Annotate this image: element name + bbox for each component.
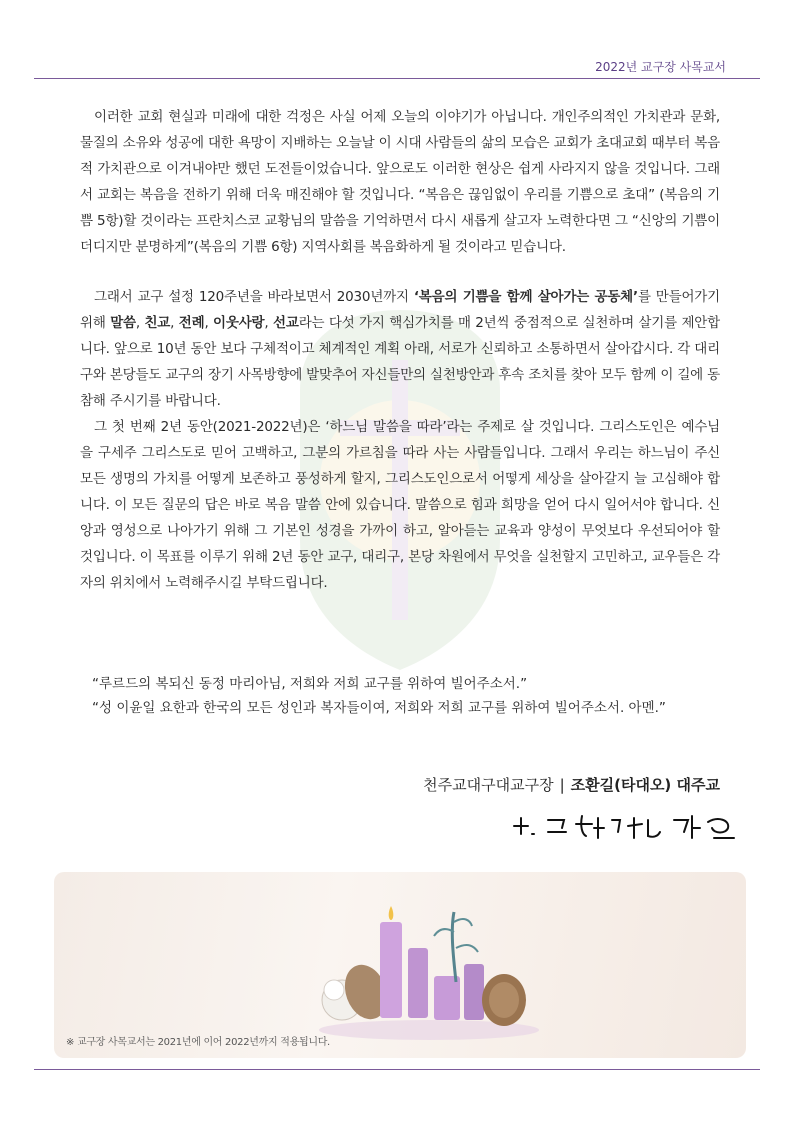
advent-candles-illustration	[304, 892, 554, 1042]
document-header-title: 2022년 교구장 사목교서	[595, 60, 726, 74]
signature-separator: |	[559, 776, 565, 794]
signature-block	[423, 774, 720, 795]
core-value-neighbor-love: 이웃사랑	[213, 315, 265, 331]
paragraph-church-reality: 이러한 교회 현실과 미래에 대한 걱정은 사실 어제 오늘의 이야기가 아닙니다. 개인주의적인 가치관과 문화, 물질의 소유와 성공에 대한 욕망이 지배하는 오늘날 이 시대 사람들의 삶의 모습은 교회가 초대교회 때부터 복음적 가치관으로 이겨내야만 했던 도전들이었습니다. 앞으로도 이러한 현상은 쉽게 사라지지 않을 것입니다. 그래서 교회는 복음을 전하기 위해 더욱 매진해야 할 것입니다. “복음은 끊임없이 우리를 기쁨으로 초대” (복음의 기쁨 5항)할 것이라는 프란치스코 교황님의 말씀을 기억하면서 다시 새롭게 살고자 노력한다면 그 “신앙의 기쁨이 더디지만 분명하게”(복음의 기쁨 6항) 지역사회를 복음화하게 될 것이라고 믿습니다.	[80, 109, 720, 255]
header-divider	[34, 78, 760, 79]
prayer-line-saints: “성 이윤일 요한과 한국의 모든 성인과 복자들이여, 저희와 저희 교구를 위하여 빌어주소서. 아멘.”	[92, 700, 666, 716]
footer-illustration-panel	[54, 872, 746, 1058]
paragraph-gap	[80, 260, 720, 284]
footer-note: ※ 교구장 사목교서는 2021년에 이어 2022년까지 적용됩니다.	[66, 1037, 330, 1048]
core-value-word: 말씀	[110, 315, 136, 331]
closing-prayers	[92, 672, 666, 720]
letter-body	[80, 104, 720, 596]
text-run: ,	[135, 315, 145, 331]
signature-org: 천주교대구대교구장	[423, 776, 554, 794]
text-run: 라는 다섯 가지 핵심가치를 매 2년씩 중점적으로 실천하며 살기를 제안합니다. 앞으로 10년 동안 보다 구체적이고 체계적인 계획 아래, 서로가 신뢰하고 소통하면서 살아갑시다. 각 대리구와 본당들도 교구의 장기 사목방향에 발맞추어 자신들만의 실천방안과 후속 조치를 찾아 모두 함께 이 길에 동참해 주시기를 바랍니다.	[80, 315, 720, 409]
text-run: 를 만들어가기 위해	[80, 289, 720, 331]
core-value-communion: 친교	[144, 315, 171, 331]
vision-phrase: ‘복음의 기쁨을 함께 살아가는 공동체’	[413, 289, 638, 305]
text-run: ,	[170, 315, 179, 331]
core-value-liturgy: 전례	[178, 315, 205, 331]
text-run: ,	[264, 315, 273, 331]
handwritten-signature	[508, 806, 738, 846]
paragraph-first-theme: 그 첫 번째 2년 동안(2021-2022년)은 ‘하느님 말씀을 따라’라는 주제로 살 것입니다. 그리스도인은 예수님을 구세주 그리스도로 믿어 고백하고, 그분의 가르침을 따라 사는 사람들입니다. 그래서 우리는 하느님이 주신 모든 생명의 가치를 어떻게 보존하고 풍성하게 할지, 그리스도인으로서 어떻게 세상을 살아갈지 늘 고심해야 합니다. 이 모든 질문의 답은 바로 복음 말씀 안에 있습니다. 말씀으로 힘과 희망을 얻어 다시 일어서야 합니다. 신앙과 영성으로 나아가기 위해 그 기본인 성경을 가까이 하고, 알아듣는 교육과 양성이 무엇보다 우선되어야 할 것입니다. 이 목표를 이루기 위해 2년 동안 교구, 대리구, 본당 차원에서 무엇을 실천할지 고민하고, 교우들은 각자의 위치에서 노력해주시길 부탁드립니다.	[80, 419, 720, 591]
prayer-line-mary: “루르드의 복되신 동정 마리아님, 저희와 저희 교구를 위하여 빌어주소서.”	[92, 676, 528, 692]
footer-divider	[34, 1069, 760, 1070]
text-run: ,	[204, 315, 214, 331]
core-value-mission: 선교	[273, 315, 299, 331]
text-run: 그래서 교구 설정 120주년을 바라보면서 2030년까지	[94, 289, 414, 305]
signature-name: 조환길(타대오) 대주교	[570, 776, 720, 794]
paragraph-core-values	[80, 284, 720, 414]
